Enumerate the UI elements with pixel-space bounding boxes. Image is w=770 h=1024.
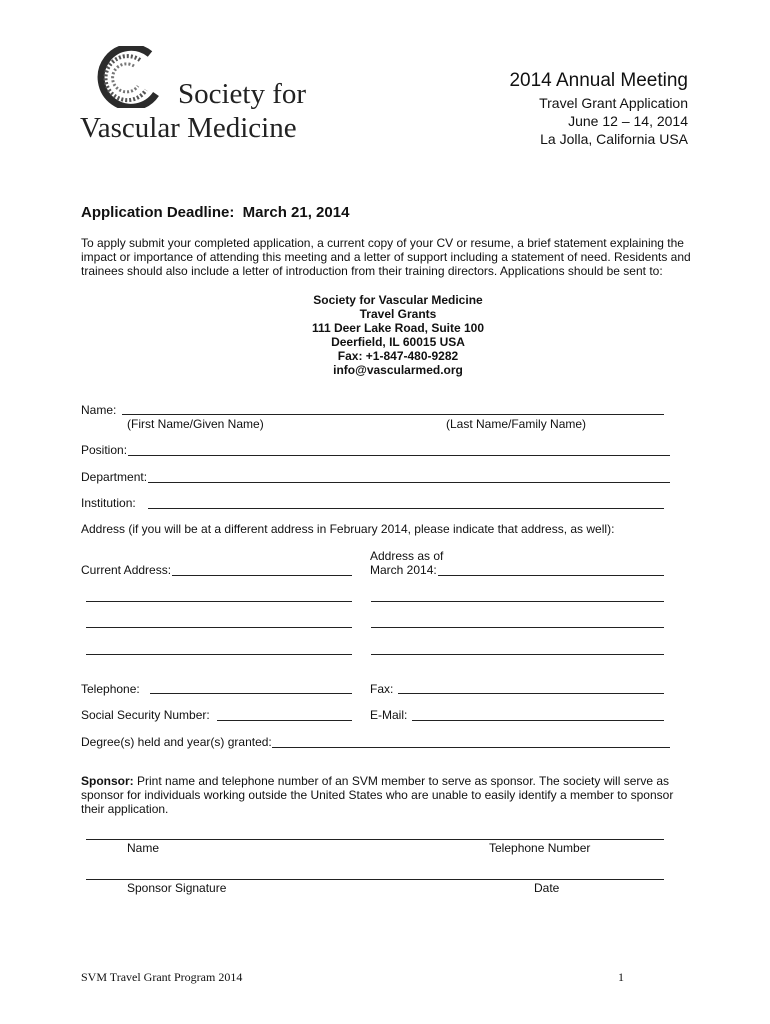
telephone-label: Telephone: (81, 682, 140, 696)
position-label: Position: (81, 443, 128, 457)
alternate-address-field-2[interactable] (371, 601, 664, 602)
sponsor-signature-label: Sponsor Signature (127, 881, 227, 895)
address-fax: Fax: +1-847-480-9282 (337, 349, 459, 363)
address-dept: Travel Grants (359, 307, 437, 321)
sponsor-text: Print name and telephone number of an SVM member to serve as sponsor. The society will serve as sponsor for individuals working outside the United States who are unable to easily identify a member to sponsor their application. (81, 774, 674, 816)
address-as-of-line1: Address as of (370, 549, 444, 563)
address-city: Deerfield, IL 60015 USA (331, 335, 465, 349)
degrees-field[interactable] (272, 747, 670, 748)
intro-paragraph: To apply submit your completed application, a current copy of your CV or resume, a brief statement explaining the impact or importance of attending this meeting and a letter of support including a statement of need. Residents and trainees should also include a letter of introduction from their training directors. Applications should be sent to: (81, 236, 691, 278)
institution-field[interactable] (148, 508, 664, 509)
email-field[interactable] (412, 720, 664, 721)
ssn-label: Social Security Number: (81, 708, 210, 722)
meeting-location: La Jolla, California USA (540, 131, 688, 147)
sponsor-telephone-label: Telephone Number (489, 841, 591, 855)
current-address-field-2[interactable] (86, 601, 352, 602)
meeting-subtitle: Travel Grant Application (539, 95, 688, 111)
footer-program: SVM Travel Grant Program 2014 (81, 970, 243, 984)
fax-field[interactable] (398, 693, 664, 694)
address-as-of-line2: March 2014: (370, 563, 437, 577)
sponsor-name-label: Name (127, 841, 160, 855)
current-address-label: Current Address: (81, 563, 172, 577)
alternate-address-field-1[interactable] (438, 575, 664, 576)
address-org: Society for Vascular Medicine (313, 293, 483, 307)
sponsor-date-label: Date (534, 881, 560, 895)
sponsor-bold-label: Sponsor: (81, 774, 134, 788)
alternate-address-field-3[interactable] (371, 627, 664, 628)
department-field[interactable] (148, 482, 670, 483)
mailing-address (248, 293, 548, 377)
logo (80, 46, 320, 146)
address-note: Address (if you will be at a different address in February 2014, please indicate that address, as well): (81, 522, 615, 536)
application-deadline: Application Deadline: March 21, 2014 (81, 204, 350, 221)
last-name-label: (Last Name/Family Name) (446, 417, 587, 431)
department-label: Department: (81, 470, 148, 484)
meeting-title: 2014 Annual Meeting (509, 70, 688, 91)
name-field[interactable] (122, 414, 664, 415)
current-address-field-3[interactable] (86, 627, 352, 628)
logo-text-line2: Vascular Medicine (80, 112, 297, 144)
alternate-address-field-4[interactable] (371, 654, 664, 655)
fax-label: Fax: (370, 682, 394, 696)
ssn-field[interactable] (217, 720, 352, 721)
current-address-field-1[interactable] (172, 575, 352, 576)
email-label: E-Mail: (370, 708, 408, 722)
sponsor-name-field[interactable] (86, 839, 664, 840)
current-address-field-4[interactable] (86, 654, 352, 655)
meeting-dates: June 12 – 14, 2014 (568, 113, 688, 129)
sponsor-signature-field[interactable] (86, 879, 664, 880)
address-street: 111 Deer Lake Road, Suite 100 (311, 321, 485, 335)
telephone-field[interactable] (150, 693, 352, 694)
position-field[interactable] (128, 455, 670, 456)
page-number: 1 (618, 970, 624, 984)
svm-logo-mark-icon (90, 46, 170, 108)
name-label: Name: (81, 403, 117, 417)
institution-label: Institution: (81, 496, 136, 510)
degrees-label: Degree(s) held and year(s) granted: (81, 735, 272, 749)
sponsor-paragraph (81, 774, 685, 816)
first-name-label: (First Name/Given Name) (127, 417, 264, 431)
address-email: info@vascularmed.org (333, 363, 463, 377)
logo-text-line1: Society for (178, 78, 307, 110)
